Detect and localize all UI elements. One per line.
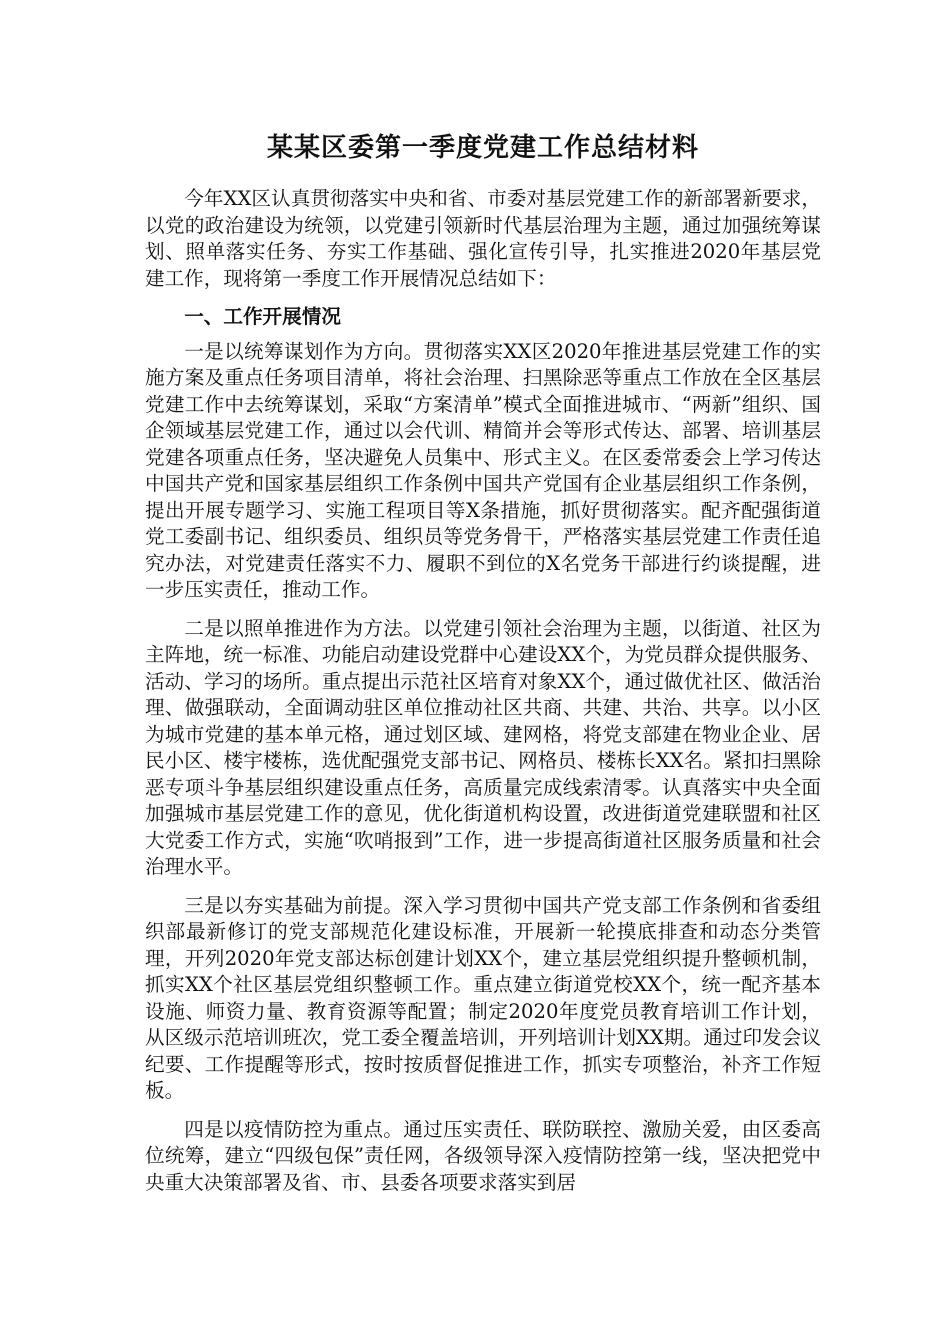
document-title: 某某区委第一季度党建工作总结材料 [266,133,699,163]
body-paragraph-4: 四是以疫情防控为重点。通过压实责任、联防联控、激励关爱，由区委高位统筹，建立“四级包保”责任网，各级领导深入疫情防控第一线，坚决把党中央重大决策部署及省、市、县委各项要求落实到居 [145,1117,821,1194]
document-page [145,128,821,1208]
body-paragraph-1: 一是以统筹谋划作为方向。贯彻落实XX区2020年推进基层党建工作的实施方案及重点任务项目清单，将社会治理、扫黑除恶等重点工作放在全区基层党建工作中去统筹谋划，采取“方案清单”模式全面推进城市、“两新”组织、国企领域基层党建工作，通过以会代训、精简并会等形式传达、部署、培训基层党建各项重点任务，坚决避免人员集中、形式主义。在区委常委会上学习传达中国共产党和国家基层组织工作条例中国共产党国有企业基层组织工作条例，提出开展专题学习、实施工程项目等X条措施，抓好贯彻落实。配齐配强街道党工委副书记、组织委员、组织员等党务骨干，严格落实基层党建工作责任追究办法，对党建责任落实不力、履职不到位的X名党务干部进行约谈提醒，进一步压实责任，推动工作。 [145,339,821,601]
intro-paragraph: 今年XX区认真贯彻落实中央和省、市委对基层党建工作的新部署新要求，以党的政治建设为统领，以党建引领新时代基层治理为主题，通过加强统筹谋划、照单落实任务、夯实工作基础、强化宣传引导，扎实推进2020年基层党建工作，现将第一季度工作开展情况总结如下： [145,187,821,290]
body-paragraph-2: 二是以照单推进作为方法。以党建引领社会治理为主题，以街道、社区为主阵地，统一标准、功能启动建设党群中心建设XX个，为党员群众提供服务、活动、学习的场所。重点提出示范社区培育对象XX个，通过做优社区、做活治理、做强联动，全面调动驻区单位推动社区共商、共建、共治、共享。以小区为城市党建的基本单元格，通过划区域、建网格，将党支部建在物业企业、居民小区、楼宇楼栋，选优配强党支部书记、网格员、楼栋长XX名。紧扣扫黑除恶专项斗争基层组织建设重点任务，高质量完成线索清零。认真落实中央全面加强城市基层党建工作的意见，优化街道机构设置，改进街道党建联盟和社区大党委工作方式，实施“吹哨报到”工作，进一步提高街道社区服务质量和社会治理水平。 [145,616,821,878]
section-heading: 一、工作开展情况 [184,305,341,328]
body-paragraph-3: 三是以夯实基础为前提。深入学习贯彻中国共产党支部工作条例和省委组织部最新修订的党支部规范化建设标准，开展新一轮摸底排查和动态分类管理，开列2020年党支部达标创建计划XX个，建立基层党组织提升整顿机制，抓实XX个社区基层党组织整顿工作。重点建立街道党校XX个，统一配齐基本设施、师资力量、教育资源等配置；制定2020年度党员教育培训工作计划，从区级示范培训班次，党工委全覆盖培训，开列培训计划XX期。通过印发会议纪要、工作提醒等形式，按时按质督促推进工作，抓实专项整治，补齐工作短板。 [145,893,821,1102]
